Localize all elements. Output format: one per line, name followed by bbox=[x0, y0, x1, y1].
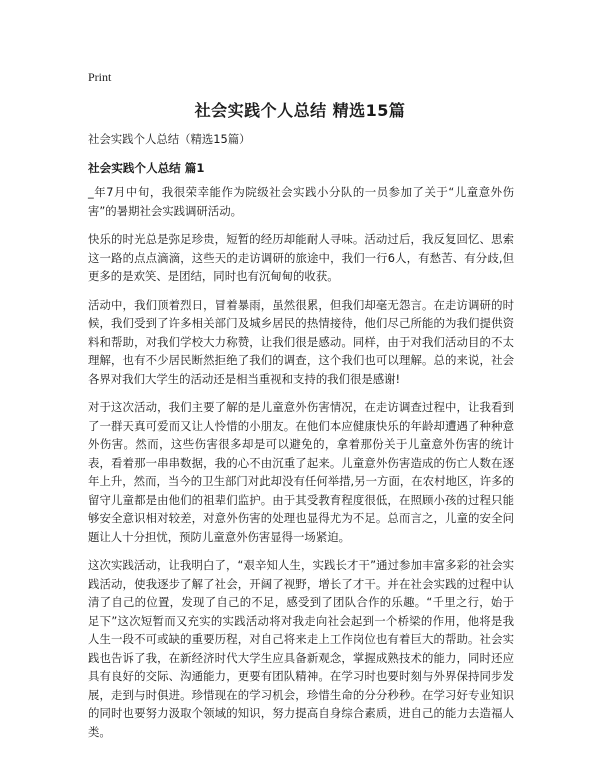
document-body bbox=[88, 130, 514, 751]
paragraph-2: 快乐的时光总是弥足珍贵，短暂的经历却能耐人寻味。活动过后，我反复回忆、思索这一路的点点滴滴，这些天的走访调研的旅途中，我们一行6人，有愁苦、有分歧,但更多的是欢笑、是团结，同时也有沉甸甸的收获。 bbox=[88, 232, 514, 283]
print-link[interactable]: Print bbox=[88, 70, 112, 84]
paragraph-3: 活动中，我们顶着烈日，冒着暴雨，虽然很累，但我们却毫无怨言。在走访调研的时候，我们受到了许多相关部门及城乡居民的热情接待，他们尽己所能的为我们提供资料和帮助，对我们学校大力称赞，让我们很是感动。同样，由于对我们活动目的不太理解，也有不少居民断然拒绝了我们的调查，这个我们也可以理解。总的来说，社会各界对我们大学生的活动还是相当重视和支持的我们很是感谢! bbox=[88, 297, 514, 386]
paragraph-4: 对于这次活动，我们主要了解的是儿童意外伤害情况，在走访调查过程中，让我看到了一群天真可爱而又让人怜惜的小朋友。在他们本应健康快乐的年龄却遭遇了种种意外伤害。然而，这些伤害很多却是可以避免的，拿着那份关于儿童意外伤害的统计表，看着那一串串数据，我的心不由沉重了起来。儿童意外伤害造成的伤亡人数在逐年上升，然而，当今的卫生部门对此却没有任何举措,另一方面，在农村地区，许多的留守儿童都是由他们的祖辈们监护。由于其受教育程度很低，在照顾小孩的过程只能够安全意识相对较差，对意外伤害的处理也显得尤为不足。总而言之，儿童的安全问题让人十分担忧，预防儿童意外伤害显得一场紧迫。 bbox=[88, 400, 514, 544]
section-heading: 社会实践个人总结 篇1 bbox=[88, 160, 205, 175]
paragraph-5: 这次实践活动，让我明白了，“艰辛知人生，实践长才干”通过参加丰富多彩的社会实践活动，使我逐步了解了社会，开阔了视野，增长了才干。并在社会实践的过程中认清了自己的位置，发现了自己的不足，感受到了团队合作的乐趣。“千里之行，始于足下”这次短暂而又充实的实践活动将对我走向社会起到一个桥梁的作用，他将是我人生一段不可或缺的重要历程，对自己将来走上工作岗位也有着巨大的帮助。社会实践也告诉了我，在新经济时代大学生应具备新观念，掌握成熟技术的能力，同时还应具有良好的交际、沟通能力，更要有团队精神。在学习时也要时刻与外界保持同步发展，走到与时俱进。珍惜现在的学习机会，珍惜生命的分分秒秒。在学习好专业知识的同时也要努力汲取个领域的知识，努力提高自身综合素质，进自己的能力去造福人类。 bbox=[88, 558, 514, 739]
paragraph-1: _年7月中旬，我很荣幸能作为院级社会实践小分队的一员参加了关于“儿童意外伤害”的暑期社会实践调研活动。 bbox=[88, 185, 514, 218]
document-title: 社会实践个人总结 精选15篇 bbox=[194, 101, 406, 120]
document-subtitle: 社会实践个人总结（精选15篇） bbox=[88, 132, 251, 146]
